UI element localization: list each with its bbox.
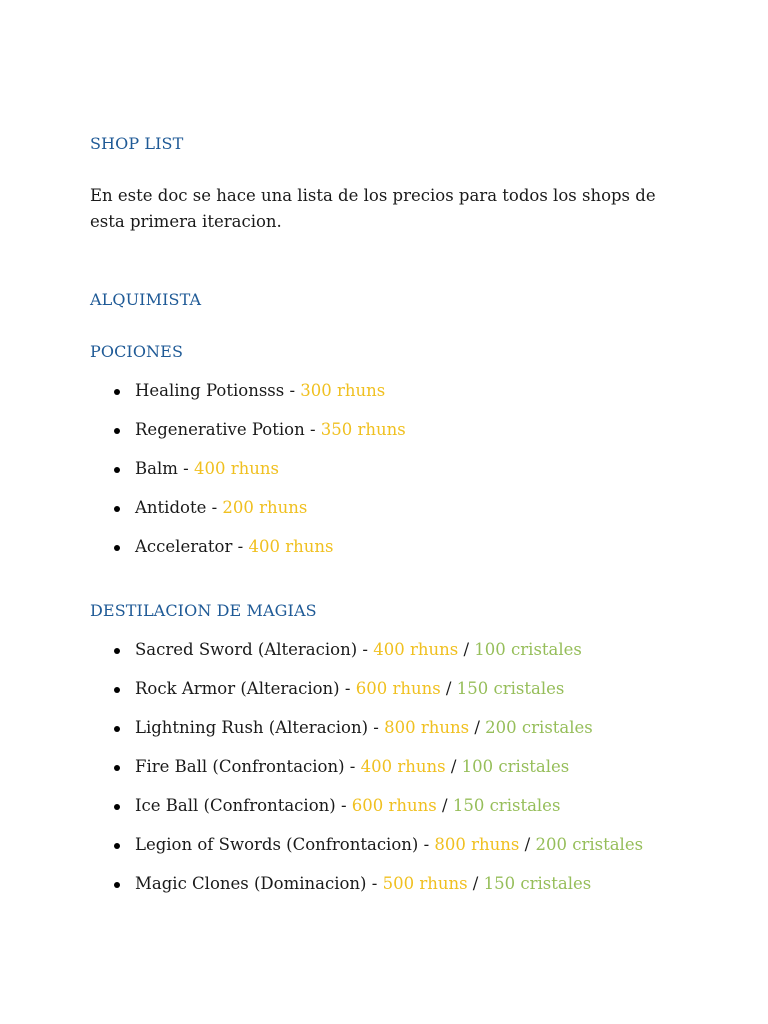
item-name: Ice Ball (Confrontacion) <box>135 796 336 815</box>
slash-separator: / <box>469 718 486 737</box>
slash-separator: / <box>440 679 457 698</box>
list-item <box>90 795 643 817</box>
list-item <box>90 756 643 778</box>
list-item <box>90 873 643 895</box>
item-name: Regenerative Potion <box>135 420 305 439</box>
list-item <box>90 497 406 519</box>
rhuns-price: 600 rhuns <box>355 679 441 698</box>
cristales-price: 150 cristales <box>456 679 565 698</box>
separator: - <box>206 498 223 517</box>
rhuns-price: 400 rhuns <box>360 757 446 776</box>
cristales-price: 150 cristales <box>483 874 592 893</box>
subsection-heading-magias: DESTILACION DE MAGIAS <box>90 601 317 620</box>
cristales-price: 150 cristales <box>452 796 561 815</box>
item-name: Balm <box>135 459 178 478</box>
item-name: Healing Potionsss <box>135 381 285 400</box>
item-name: Fire Ball (Confrontacion) <box>135 757 345 776</box>
item-name: Legion of Swords (Confrontacion) <box>135 835 419 854</box>
separator: - <box>368 718 385 737</box>
rhuns-price: 300 rhuns <box>300 381 386 400</box>
section-heading-alquimista: ALQUIMISTA <box>90 290 202 309</box>
list-item <box>90 380 406 402</box>
item-name: Antidote <box>135 498 207 517</box>
separator: - <box>177 459 194 478</box>
rhuns-price: 500 rhuns <box>382 874 468 893</box>
slash-separator: / <box>467 874 484 893</box>
rhuns-price: 400 rhuns <box>193 459 279 478</box>
separator: - <box>232 537 249 556</box>
subsection-heading-pociones: POCIONES <box>90 342 184 361</box>
rhuns-price: 800 rhuns <box>384 718 470 737</box>
cristales-price: 200 cristales <box>535 835 644 854</box>
item-name: Accelerator <box>135 537 233 556</box>
list-item <box>90 419 406 441</box>
slash-separator: / <box>519 835 536 854</box>
separator: - <box>335 796 352 815</box>
cristales-price: 200 cristales <box>485 718 593 737</box>
magias-list <box>90 639 644 893</box>
item-name: Lightning Rush (Alteracion) <box>135 718 369 737</box>
pociones-list <box>90 380 406 556</box>
separator: - <box>304 420 321 439</box>
list-item <box>90 639 643 661</box>
list-item <box>90 834 643 856</box>
separator: - <box>339 679 356 698</box>
rhuns-price: 350 rhuns <box>320 420 406 439</box>
separator: - <box>366 874 383 893</box>
item-name: Sacred Sword (Alteracion) <box>135 640 358 659</box>
rhuns-price: 400 rhuns <box>373 640 459 659</box>
cristales-price: 100 cristales <box>461 757 570 776</box>
list-item <box>90 458 406 480</box>
document-title: SHOP LIST <box>90 134 184 153</box>
item-name: Magic Clones (Dominacion) <box>135 874 367 893</box>
separator: - <box>284 381 301 400</box>
separator: - <box>357 640 374 659</box>
list-item <box>90 536 406 558</box>
separator: - <box>418 835 435 854</box>
intro-paragraph: En este doc se hace una lista de los precios para todos los shops de esta primera iteracion. <box>90 186 656 231</box>
rhuns-price: 800 rhuns <box>434 835 520 854</box>
rhuns-price: 400 rhuns <box>248 537 334 556</box>
slash-separator: / <box>436 796 453 815</box>
cristales-price: 100 cristales <box>474 640 582 659</box>
rhuns-price: 600 rhuns <box>351 796 437 815</box>
slash-separator: / <box>445 757 462 776</box>
list-item <box>90 717 643 739</box>
list-item <box>90 678 643 700</box>
separator: - <box>344 757 361 776</box>
item-name: Rock Armor (Alteracion) <box>135 679 340 698</box>
rhuns-price: 200 rhuns <box>222 498 308 517</box>
slash-separator: / <box>458 640 475 659</box>
